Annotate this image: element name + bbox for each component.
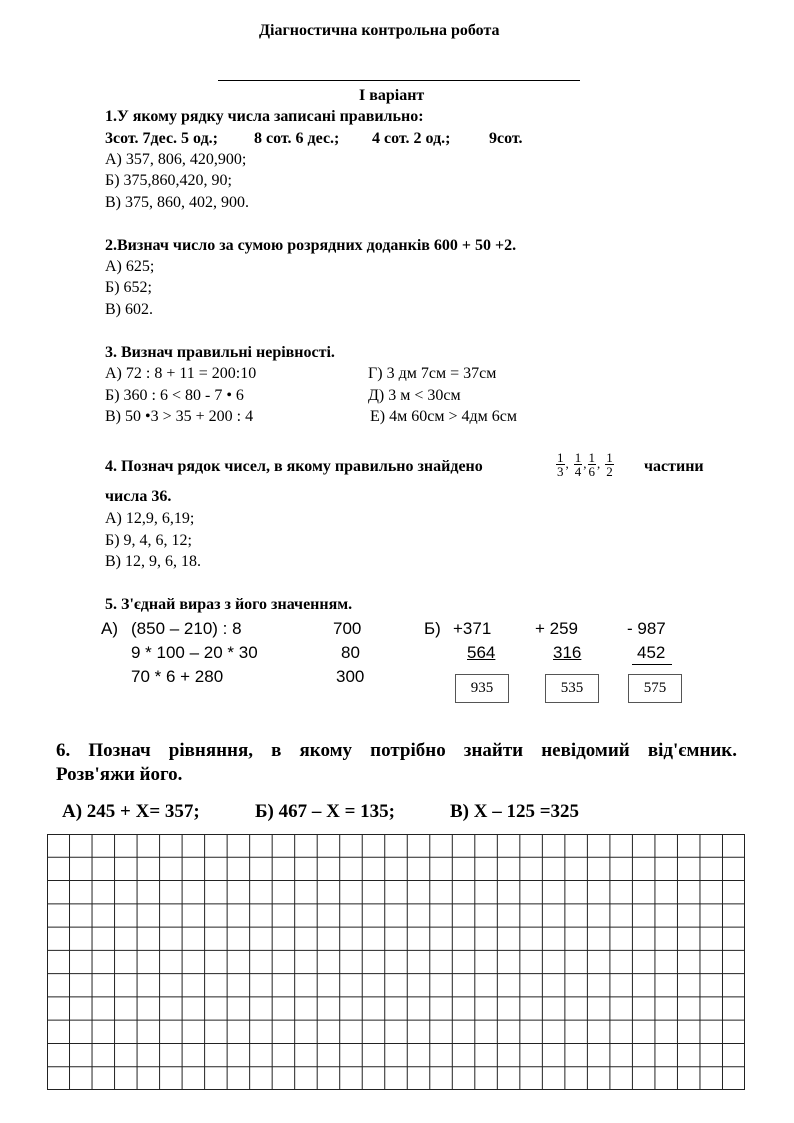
q5-expression: (850 – 210) : 8 <box>131 619 242 638</box>
q5-expression: 9 * 100 – 20 * 30 <box>131 643 258 662</box>
name-underline <box>218 80 580 81</box>
q5-column-bottom: 452 <box>637 643 666 662</box>
variant-heading: І варіант <box>359 87 425 104</box>
q5-column-top: + 259 <box>535 619 579 638</box>
q4-option-b: Б) 9, 4, 6, 12; <box>105 532 192 549</box>
q1-item: 4 сот. 2 од.; <box>372 130 451 147</box>
q4-question: 4. Познач рядок чисел, в якому правильно знайдено <box>105 458 483 475</box>
q5-value: 80 <box>341 643 360 662</box>
q4-tail: частини <box>644 458 704 475</box>
q5-expression: 70 * 6 + 280 <box>131 667 224 686</box>
answer-grid[interactable] <box>47 834 745 1090</box>
fraction: $\frac{1}{4}$ <box>574 450 582 479</box>
q6-equation-c: В) Х – 125 =325 <box>450 801 580 822</box>
q6-equation-a: А) 245 + Х= 357; <box>62 801 200 822</box>
q5-part-b-label: Б) <box>424 619 441 638</box>
q1-item: 8 сот. 6 дес.; <box>254 130 340 147</box>
q3-option-d: Г) 3 дм 7см = 37см <box>368 365 497 382</box>
q5-answer-box: 575 <box>628 674 682 703</box>
fraction: $\frac{1}{2}$ <box>606 450 613 479</box>
q1-item: 3сот. 7дес. 5 од.; <box>105 130 218 147</box>
fraction: $\frac{1}{6}$ <box>588 450 595 479</box>
q3-question: 3. Визнач правильні нерівності. <box>105 344 335 361</box>
q6-equation-b: Б) 467 – Х = 135; <box>255 801 396 822</box>
q5-value: 300 <box>336 667 365 686</box>
q1-question: 1.У якому рядку числа записані правильно: <box>105 108 424 125</box>
q5-part-a-label: А) <box>101 619 118 638</box>
q6-question-line1: 6. Познач рівняння, в якому потрібно знайти невідомий від'ємник. <box>56 740 737 761</box>
q2-option-c: В) 602. <box>105 301 153 318</box>
q5-underline <box>632 664 672 665</box>
q5-answer-box: 935 <box>455 674 509 703</box>
q3-option-a: А) 72 : 8 + 11 = 200:10 <box>105 365 257 382</box>
q3-option-f: Е) 4м 60см > 4дм 6см <box>370 408 517 425</box>
q2-question: 2.Визнач число за сумою розрядних доданків 600 + 50 +2. <box>105 237 517 254</box>
page-title: Діагностична контрольна робота <box>259 22 500 39</box>
q5-column-top: +371 <box>453 619 492 638</box>
q5-answer-box: 535 <box>545 674 599 703</box>
q4-option-c: В) 12, 9, 6, 18. <box>105 553 201 570</box>
q1-option-b: Б) 375,860,420, 90; <box>105 172 232 189</box>
q1-option-c: В) 375, 860, 402, 900. <box>105 194 249 211</box>
q4-fractions: $\frac{1}{3}$ , $\frac{1}{4}$ , $\frac{1}{6}$ , $\frac{1}{2}$ <box>557 450 613 479</box>
q3-option-e: Д) 3 м < 30см <box>368 387 461 404</box>
q1-option-a: А) 357, 806, 420,900; <box>105 151 247 168</box>
q5-column-bottom: 316 <box>553 643 582 662</box>
fraction: $\frac{1}{3}$ <box>557 450 564 479</box>
q4-option-a: А) 12,9, 6,19; <box>105 510 195 527</box>
q3-option-c: В) 50 •3 > 35 + 200 : 4 <box>105 408 254 425</box>
q5-question: 5. З'єднай вираз з його значенням. <box>105 596 353 613</box>
q3-option-b: Б) 360 : 6 < 80 - 7 • 6 <box>105 387 244 404</box>
q1-item: 9сот. <box>489 130 523 147</box>
q5-column-top: - 987 <box>627 619 666 638</box>
q6-question-line2: Розв'яжи його. <box>56 764 183 785</box>
q5-value: 700 <box>333 619 362 638</box>
q5-column-bottom: 564 <box>467 643 496 662</box>
q4-continuation: числа 36. <box>105 488 172 505</box>
q2-option-b: Б) 652; <box>105 279 152 296</box>
q2-option-a: А) 625; <box>105 258 155 275</box>
